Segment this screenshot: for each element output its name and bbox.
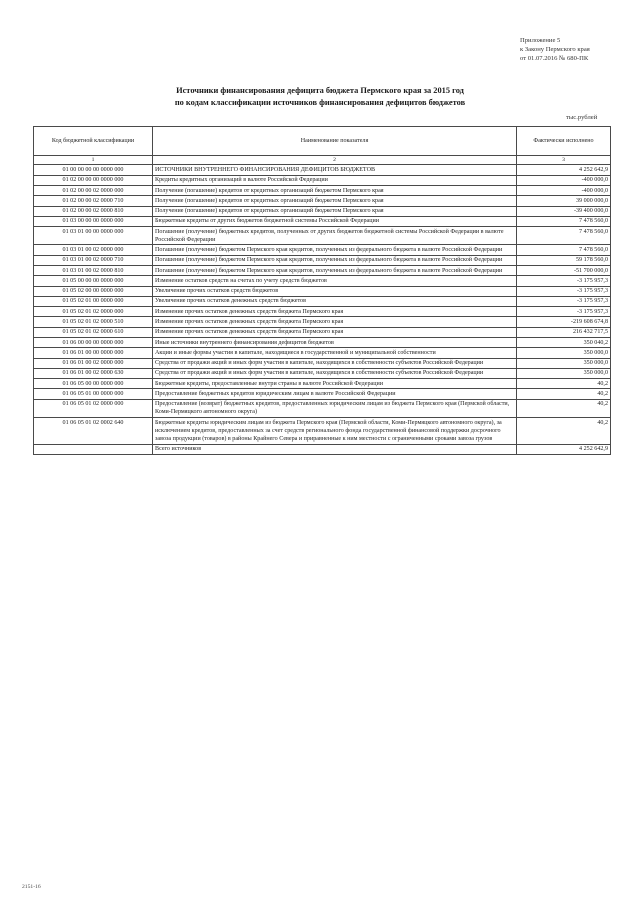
cell-amount: 7 478 560,0 [517, 216, 611, 226]
table-row [34, 196, 611, 206]
cell-code: 01 03 01 00 00 0000 000 [34, 227, 153, 245]
cell-code: 01 03 00 00 00 0000 000 [34, 216, 153, 226]
cell-amount: 7 478 560,0 [517, 245, 611, 255]
cell-amount: -39 400 000,0 [517, 206, 611, 216]
cell-code: 01 05 02 00 00 0000 000 [34, 286, 153, 296]
cell-amount: -400 000,0 [517, 185, 611, 195]
cell-code: 01 05 00 00 00 0000 000 [34, 276, 153, 286]
document-title [20, 85, 620, 109]
cell-amount: 350 000,0 [517, 358, 611, 368]
cell-code: 01 03 01 00 02 0000 810 [34, 266, 153, 276]
table-row [34, 368, 611, 378]
title-line-2: по кодам классификации источников финансирования дефицитов бюджетов [174, 98, 466, 107]
table-row [34, 317, 611, 327]
cell-amount: 40,2 [517, 418, 611, 444]
cell-code: 01 02 00 00 02 0000 810 [34, 206, 153, 216]
header-name: Наименование показателя [153, 127, 517, 156]
cell-amount: -400 000,0 [517, 175, 611, 185]
cell-name: Бюджетные кредиты юридическим лицам из бюджета Пермского края (Пермской области, Коми-Пермяцкого автономного округа), за исключением кредитов, предоставленных за счет средств регионального фонда государственной финансовой поддержки досрочного завоза продукции (товаров) в районы Крайнего Севера и приравненные к ним местности с ограниченными сроками завоза грузов [153, 418, 517, 444]
cell-name: Средства от продажи акций и иных форм участия в капитале, находящихся в собственности субъектов Российской Федерации [153, 368, 517, 378]
table-row [34, 327, 611, 337]
table-row [34, 358, 611, 368]
table-row [34, 255, 611, 265]
table-row [34, 286, 611, 296]
cell-name: Погашение (получение) бюджетом Пермского края кредитов, полученных из федерального бюджета в валюте Российской Федерации [153, 266, 517, 276]
table-row [34, 418, 611, 444]
cell-code: 01 03 01 00 02 0000 000 [34, 245, 153, 255]
cell-name: Изменение прочих остатков денежных средств бюджета Пермского края [153, 317, 517, 327]
table-row [34, 399, 611, 417]
cell-code: 01 02 00 00 02 0000 000 [34, 185, 153, 195]
cell-name: Увеличение прочих остатков денежных средств бюджетов [153, 296, 517, 306]
table-row [34, 245, 611, 255]
cell-code: 01 06 01 00 02 0000 630 [34, 368, 153, 378]
cell-amount: 350 040,2 [517, 337, 611, 347]
cell-name: Получение (погашение) кредитов от кредитных организаций бюджетом Пермского края [153, 196, 517, 206]
table-body [34, 165, 611, 454]
cell-name: Кредиты кредитных организаций в валюте Российской Федерации [153, 175, 517, 185]
table-row [34, 276, 611, 286]
cell-amount: -3 175 957,3 [517, 296, 611, 306]
cell-name: Акции и иные формы участия в капитале, находящиеся в государственной и муниципальной собственности [153, 348, 517, 358]
appendix-note [520, 36, 630, 63]
cell-name: Изменение прочих остатков денежных средств бюджета Пермского края [153, 307, 517, 317]
table-row [34, 444, 611, 454]
cell-amount: 39 000 000,0 [517, 196, 611, 206]
table-row [34, 216, 611, 226]
cell-code: 01 06 05 01 00 0000 000 [34, 389, 153, 399]
cell-name: Получение (погашение) кредитов от кредитных организаций бюджетом Пермского края [153, 185, 517, 195]
cell-amount: 216 432 717,5 [517, 327, 611, 337]
cell-amount: 7 478 560,0 [517, 227, 611, 245]
table-row [34, 389, 611, 399]
column-number-name: 2 [153, 156, 517, 165]
table-row [34, 165, 611, 175]
column-number-code: 1 [34, 156, 153, 165]
cell-amount: -3 175 957,3 [517, 286, 611, 296]
cell-amount: 40,2 [517, 379, 611, 389]
cell-amount: 350 000,0 [517, 348, 611, 358]
column-number-row [34, 156, 611, 165]
table-row [34, 296, 611, 306]
appendix-line-1: Приложение 5 [520, 37, 561, 44]
cell-amount: 59 178 560,0 [517, 255, 611, 265]
cell-name: Предоставление (возврат) бюджетных кредитов, предоставленных юридическим лицам из бюджета Пермского края (Пермской области, Коми-Пермяцкого автономного округа) [153, 399, 517, 417]
cell-amount: 350 000,0 [517, 368, 611, 378]
cell-code: 01 03 01 00 02 0000 710 [34, 255, 153, 265]
cell-name: Изменение прочих остатков денежных средств бюджета Пермского края [153, 327, 517, 337]
cell-amount: 40,2 [517, 389, 611, 399]
cell-amount: 40,2 [517, 399, 611, 417]
cell-amount: 4 252 642,9 [517, 444, 611, 454]
cell-code: 01 00 00 00 00 0000 000 [34, 165, 153, 175]
table-row [34, 379, 611, 389]
cell-code: 01 06 00 00 00 0000 000 [34, 337, 153, 347]
cell-amount: -219 608 674,8 [517, 317, 611, 327]
table-header-row [34, 127, 611, 156]
table-row [34, 266, 611, 276]
units-label: тыс.рублей [566, 114, 598, 121]
cell-code: 01 05 02 01 02 0000 510 [34, 317, 153, 327]
appendix-line-3: от 01.07.2016 № 680-ПК [520, 55, 589, 62]
table-row [34, 185, 611, 195]
table-row [34, 337, 611, 347]
budget-sources-table [33, 126, 611, 455]
cell-name: Погашение (получение) бюджетом Пермского края кредитов, полученных из федерального бюджета в валюте Российской Федерации [153, 255, 517, 265]
cell-name: Получение (погашение) кредитов от кредитных организаций бюджетом Пермского края [153, 206, 517, 216]
column-number-amount: 3 [517, 156, 611, 165]
title-line-1: Источники финансирования дефицита бюджета Пермского края за 2015 год [176, 86, 464, 95]
cell-code [34, 444, 153, 454]
cell-code: 01 06 05 01 02 0002 640 [34, 418, 153, 444]
appendix-line-2: к Закону Пермского края [520, 46, 590, 53]
table-row [34, 206, 611, 216]
cell-amount: -3 175 957,3 [517, 307, 611, 317]
cell-code: 01 02 00 00 02 0000 710 [34, 196, 153, 206]
cell-name: Погашение (получение) бюджетных кредитов, полученных от других бюджетов бюджетной системы Российской Федерации в валюте Российской Федерации [153, 227, 517, 245]
table-row [34, 175, 611, 185]
cell-amount: -51 700 000,0 [517, 266, 611, 276]
cell-code: 01 06 05 00 00 0000 000 [34, 379, 153, 389]
cell-code: 01 06 05 01 02 0000 000 [34, 399, 153, 417]
cell-code: 01 05 02 01 00 0000 000 [34, 296, 153, 306]
cell-code: 01 05 02 01 02 0000 610 [34, 327, 153, 337]
table-row [34, 227, 611, 245]
footer-mark: 2151-16 [22, 884, 41, 890]
header-code: Код бюджетной классификации [34, 127, 153, 156]
cell-name: Изменение остатков средств на счетах по учету средств бюджетов [153, 276, 517, 286]
cell-name: Иные источники внутреннего финансирования дефицитов бюджетов [153, 337, 517, 347]
cell-name: Погашение (получение) бюджетом Пермского края кредитов, полученных из федерального бюджета в валюте Российской Федерации [153, 245, 517, 255]
cell-name: Предоставление бюджетных кредитов юридическим лицам в валюте Российской Федерации [153, 389, 517, 399]
cell-code: 01 06 01 00 00 0000 000 [34, 348, 153, 358]
cell-name: Бюджетные кредиты, предоставленные внутри страны в валюте Российской Федерации [153, 379, 517, 389]
cell-code: 01 02 00 00 00 0000 000 [34, 175, 153, 185]
cell-name: Всего источников [153, 444, 517, 454]
cell-name: ИСТОЧНИКИ ВНУТРЕННЕГО ФИНАНСИРОВАНИЯ ДЕФИЦИТОВ БЮДЖЕТОВ [153, 165, 517, 175]
cell-code: 01 05 02 01 02 0000 000 [34, 307, 153, 317]
cell-name: Средства от продажи акций и иных форм участия в капитале, находящихся в собственности субъектов Российской Федерации [153, 358, 517, 368]
table-row [34, 307, 611, 317]
cell-name: Увеличение прочих остатков средств бюджетов [153, 286, 517, 296]
cell-amount: 4 252 642,9 [517, 165, 611, 175]
table-row [34, 348, 611, 358]
cell-name: Бюджетные кредиты от других бюджетов бюджетной системы Российской Федерации [153, 216, 517, 226]
cell-amount: -3 175 957,3 [517, 276, 611, 286]
header-amount: Фактически исполнено [517, 127, 611, 156]
cell-code: 01 06 01 00 02 0000 000 [34, 358, 153, 368]
